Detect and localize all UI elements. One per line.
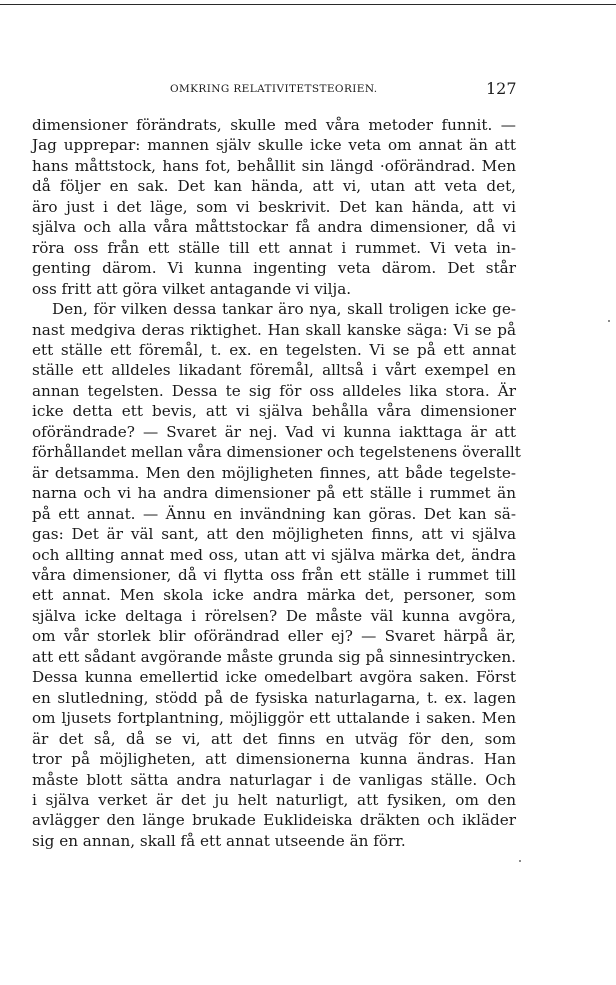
text-line: genting därom. Vi kunna ingenting veta därom. Det står (32, 259, 516, 278)
text-line-paragraph-start: Den, för vilken dessa tankar äro nya, skall troligen icke ge- (52, 300, 516, 319)
text-line: måste blott sätta andra naturlagar i de vanligas ställe. Och (32, 770, 516, 789)
text-line: en slutledning, stödd på de fysiska naturlagarna, t. ex. lagen (32, 688, 516, 707)
text-line: om ljusets fortplantning, möjliggör ett uttalande i saken. Men (32, 709, 516, 728)
text-line: äro just i det läge, som vi beskrivit. Det kan hända, att vi (32, 197, 516, 216)
text-line-paragraph-end: oss fritt att göra vilket antagande vi vilja. (32, 279, 352, 298)
text-line: ett ställe ett föremål, t. ex. en tegelsten. Vi se på ett annat (32, 340, 516, 359)
text-line: om vår storlek blir oförändrad eller ej? — Svaret härpå är, (32, 627, 516, 646)
text-line: hans måttstock, hans fot, behållit sin längd ·oförändrad. Men (32, 156, 516, 175)
text-line: att ett sådant avgörande måste grunda sig på sinnesintrycken. (32, 647, 516, 666)
text-line: på ett annat. — Ännu en invändning kan göras. Det kan sä- (32, 504, 516, 523)
text-line: och allting annat med oss, utan att vi själva märka det, ändra (32, 545, 516, 564)
text-line: röra oss från ett ställe till ett annat i rummet. Vi veta in- (32, 238, 516, 257)
running-header-title: OMKRING RELATIVITETSTEORIEN. (170, 83, 378, 95)
text-line: förhållandet mellan våra dimensioner och tegelstenens överallt (32, 443, 521, 462)
text-line: annan tegelsten. Dessa te sig för oss alldeles lika stora. Är (32, 381, 516, 400)
text-line: ett annat. Men skola icke andra märka det, personer, som (32, 586, 516, 605)
text-line: i själva verket är det ju helt naturligt, att fysiken, om den (32, 790, 516, 809)
text-line: är det så, då se vi, att det finns en utväg för den, som (32, 729, 516, 748)
text-line: själva icke deltaga i rörelsen? De måste väl kunna avgöra, (32, 606, 516, 625)
text-line: gas: Det är väl sant, att den möjligheten finns, att vi själva (32, 525, 516, 544)
text-line-paragraph-end: sig en annan, skall få ett annat utseende än förr. (32, 831, 406, 850)
print-speck (519, 860, 521, 862)
text-line: ställe ett alldeles likadant föremål, alltså i vårt exempel en (32, 361, 516, 380)
text-line: är detsamma. Men den möjligheten finnes, att både tegelste- (32, 463, 516, 482)
text-line: icke detta ett bevis, att vi själva behålla våra dimensioner (32, 402, 516, 421)
text-line: dimensioner förändrats, skulle med våra metoder funnit. — (32, 116, 516, 134)
text-line: Dessa kunna emellertid icke omedelbart avgöra saken. Först (32, 668, 516, 687)
text-line: oförändrade? — Svaret är nej. Vad vi kunna iakttaga är att (32, 422, 516, 441)
body-text-block (32, 115, 521, 851)
print-speck (608, 320, 610, 322)
text-line: tror på möjligheten, att dimensionerna kunna ändras. Han (32, 750, 516, 769)
text-line: själva och alla våra måttstockar få andra dimensioner, då vi (32, 218, 516, 237)
text-line: då följer en sak. Det kan hända, att vi, utan att veta det, (32, 177, 516, 196)
text-line: Jag upprepar: mannen själv skulle icke veta om annat än att (32, 136, 516, 155)
text-line: nast medgiva deras riktighet. Han skall kanske säga: Vi se på (32, 320, 516, 339)
top-border-rule (0, 4, 616, 5)
text-line: narna och vi ha andra dimensioner på ett ställe i rummet än (32, 484, 516, 503)
page-number: 127 (486, 79, 517, 98)
text-line: avlägger den länge brukade Euklideiska dräkten och ikläder (32, 811, 516, 830)
text-line: våra dimensioner, då vi flytta oss från ett ställe i rummet till (32, 565, 516, 584)
